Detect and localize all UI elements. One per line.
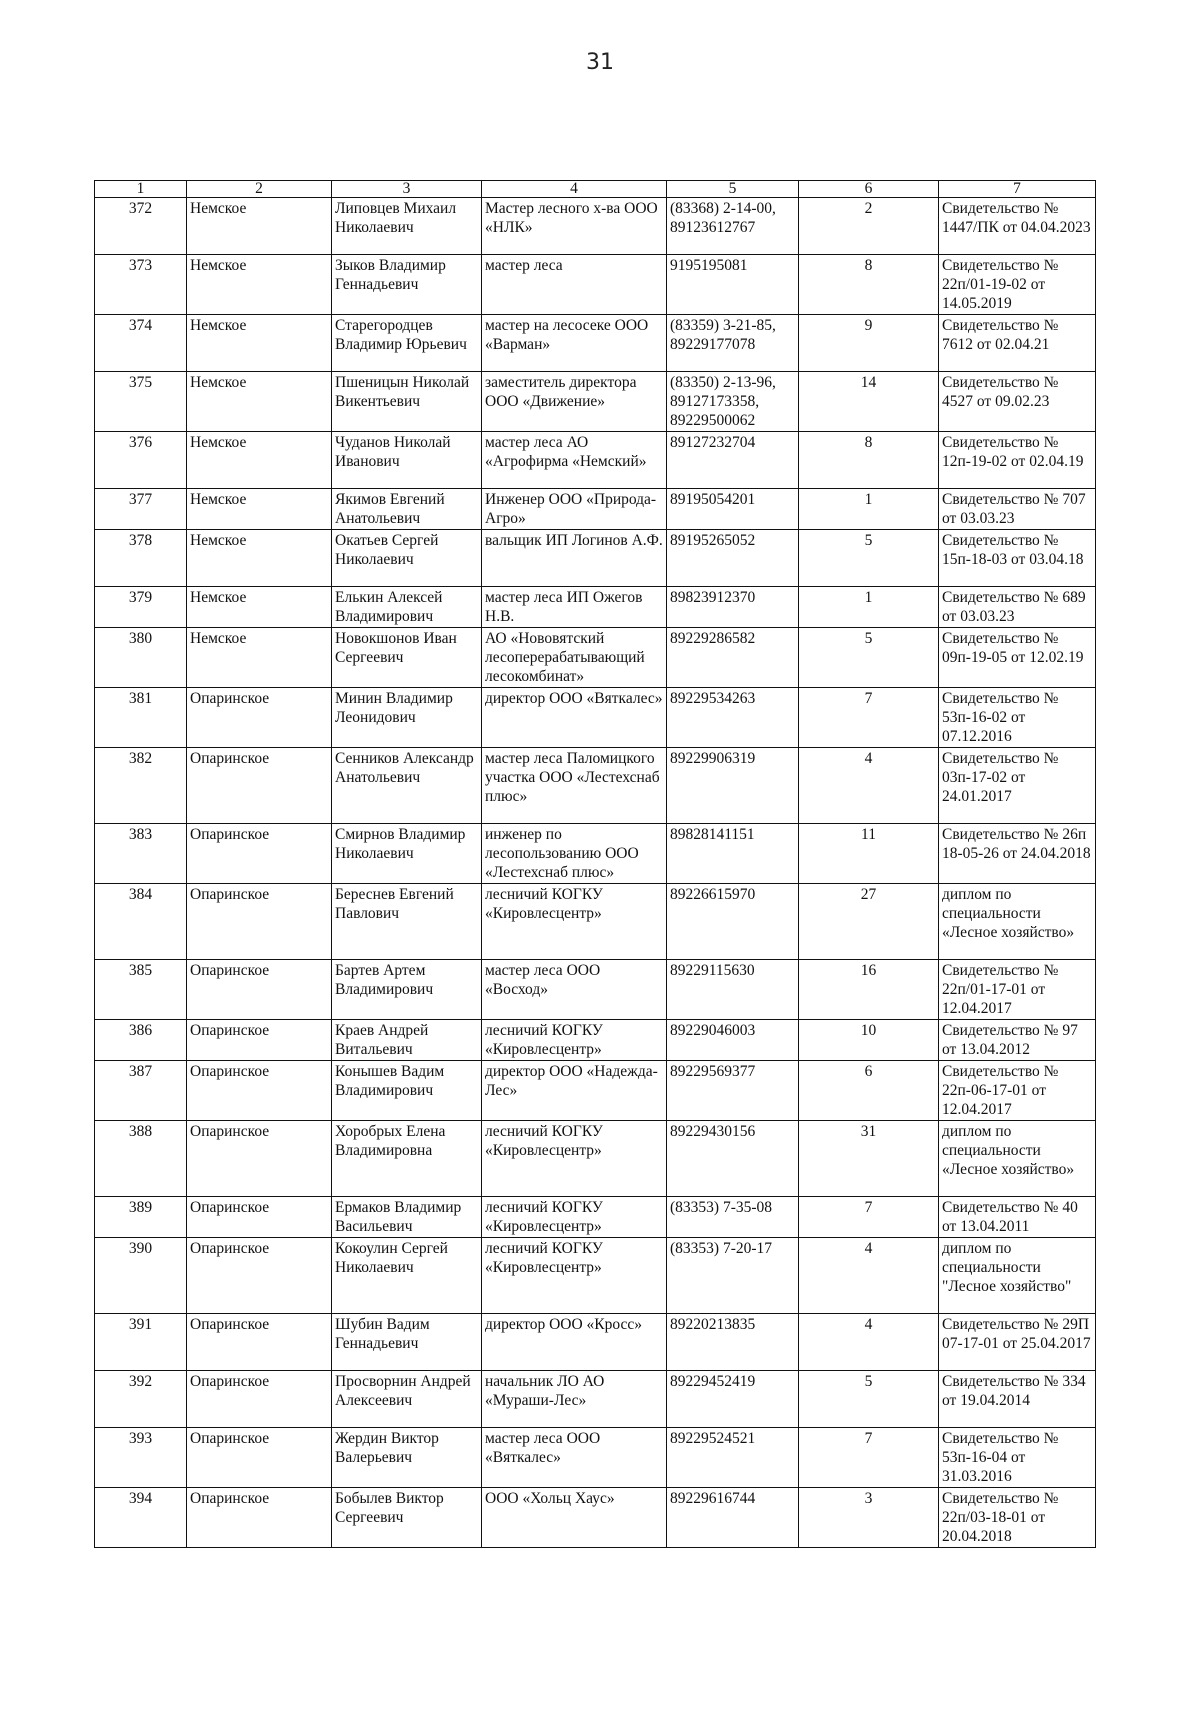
row-experience: 11 <box>799 824 939 884</box>
row-position: лесничий КОГКУ «Кировлесцентр» <box>482 1020 667 1061</box>
row-name: Окатьев Сергей Николаевич <box>332 530 482 587</box>
table-row <box>95 198 1096 255</box>
row-settlement: Опаринское <box>187 1371 332 1428</box>
row-settlement: Немское <box>187 255 332 315</box>
row-phone: 89229524521 <box>667 1428 799 1488</box>
row-number: 387 <box>95 1061 187 1121</box>
row-experience: 7 <box>799 1428 939 1488</box>
row-phone: 89229616744 <box>667 1488 799 1548</box>
row-name: Жердин Виктор Валерьевич <box>332 1428 482 1488</box>
row-experience: 1 <box>799 587 939 628</box>
table-row <box>95 1061 1096 1121</box>
row-number: 381 <box>95 688 187 748</box>
row-position: мастер леса ООО «Восход» <box>482 960 667 1020</box>
row-phone: 89195265052 <box>667 530 799 587</box>
row-document: Свидетельство № 97 от 13.04.2012 <box>939 1020 1096 1061</box>
row-number: 378 <box>95 530 187 587</box>
row-settlement: Немское <box>187 198 332 255</box>
row-settlement: Немское <box>187 372 332 432</box>
column-header-experience: 6 <box>799 181 939 198</box>
row-number: 393 <box>95 1428 187 1488</box>
row-number: 386 <box>95 1020 187 1061</box>
row-document: Свидетельство № 12п-19-02 от 02.04.19 <box>939 432 1096 489</box>
row-document: диплом по специальности "Лесное хозяйство" <box>939 1238 1096 1314</box>
row-settlement: Немское <box>187 489 332 530</box>
row-name: Чуданов Николай Иванович <box>332 432 482 489</box>
table-row <box>95 824 1096 884</box>
row-number: 394 <box>95 1488 187 1548</box>
row-name: Хоробрых Елена Владимировна <box>332 1121 482 1197</box>
row-name: Якимов Евгений Анатольевич <box>332 489 482 530</box>
row-settlement: Опаринское <box>187 960 332 1020</box>
row-position: лесничий КОГКУ «Кировлесцентр» <box>482 1238 667 1314</box>
row-settlement: Немское <box>187 530 332 587</box>
row-name: Просворнин Андрей Алексеевич <box>332 1371 482 1428</box>
row-experience: 3 <box>799 1488 939 1548</box>
row-name: Кокоулин Сергей Николаевич <box>332 1238 482 1314</box>
row-document: Свидетельство № 22п-06-17-01 от 12.04.2017 <box>939 1061 1096 1121</box>
row-position: Мастер лесного х-ва ООО «НЛК» <box>482 198 667 255</box>
table-row <box>95 315 1096 372</box>
row-phone: 89195054201 <box>667 489 799 530</box>
row-phone: (83359) 3-21-85, 89229177078 <box>667 315 799 372</box>
row-number: 380 <box>95 628 187 688</box>
row-experience: 5 <box>799 628 939 688</box>
table-row <box>95 489 1096 530</box>
row-position: начальник ЛО АО «Мураши-Лес» <box>482 1371 667 1428</box>
row-experience: 6 <box>799 1061 939 1121</box>
row-position: инженер по лесопользованию ООО «Лестехснаб плюс» <box>482 824 667 884</box>
row-document: Свидетельство № 53п-16-04 от 31.03.2016 <box>939 1428 1096 1488</box>
row-position: мастер на лесосеке ООО «Варман» <box>482 315 667 372</box>
row-document: Свидетельство № 22п/01-17-01 от 12.04.2017 <box>939 960 1096 1020</box>
table-row <box>95 1197 1096 1238</box>
row-position: ООО «Хольц Хаус» <box>482 1488 667 1548</box>
row-number: 376 <box>95 432 187 489</box>
table-row <box>95 432 1096 489</box>
row-name: Бартев Артем Владимирович <box>332 960 482 1020</box>
row-document: Свидетельство № 334 от 19.04.2014 <box>939 1371 1096 1428</box>
row-name: Зыков Владимир Геннадьевич <box>332 255 482 315</box>
row-name: Шубин Вадим Геннадьевич <box>332 1314 482 1371</box>
row-settlement: Опаринское <box>187 1197 332 1238</box>
row-experience: 5 <box>799 530 939 587</box>
row-experience: 16 <box>799 960 939 1020</box>
row-position: вальщик ИП Логинов А.Ф. <box>482 530 667 587</box>
row-number: 390 <box>95 1238 187 1314</box>
row-number: 372 <box>95 198 187 255</box>
row-document: Свидетельство № 29П 07-17-01 от 25.04.2017 <box>939 1314 1096 1371</box>
row-document: Свидетельство № 09п-19-05 от 12.02.19 <box>939 628 1096 688</box>
row-document: Свидетельство № 707 от 03.03.23 <box>939 489 1096 530</box>
row-name: Ермаков Владимир Васильевич <box>332 1197 482 1238</box>
row-name: Конышев Вадим Владимирович <box>332 1061 482 1121</box>
row-experience: 5 <box>799 1371 939 1428</box>
column-header-name: 3 <box>332 181 482 198</box>
row-document: Свидетельство № 03п-17-02 от 24.01.2017 <box>939 748 1096 824</box>
row-name: Сенников Александр Анатольевич <box>332 748 482 824</box>
table-row <box>95 884 1096 960</box>
row-number: 384 <box>95 884 187 960</box>
row-number: 388 <box>95 1121 187 1197</box>
row-phone: (83350) 2-13-96, 89127173358, 89229500062 <box>667 372 799 432</box>
table-row <box>95 530 1096 587</box>
row-document: диплом по специальности «Лесное хозяйство» <box>939 884 1096 960</box>
row-number: 392 <box>95 1371 187 1428</box>
row-document: диплом по специальности «Лесное хозяйство» <box>939 1121 1096 1197</box>
row-phone: 89828141151 <box>667 824 799 884</box>
row-experience: 14 <box>799 372 939 432</box>
table-row <box>95 628 1096 688</box>
row-settlement: Опаринское <box>187 1121 332 1197</box>
row-settlement: Опаринское <box>187 1314 332 1371</box>
row-number: 379 <box>95 587 187 628</box>
row-phone: 89229430156 <box>667 1121 799 1197</box>
table-row <box>95 1121 1096 1197</box>
row-position: мастер леса АО «Агрофирма «Немский» <box>482 432 667 489</box>
row-settlement: Опаринское <box>187 884 332 960</box>
row-name: Краев Андрей Витальевич <box>332 1020 482 1061</box>
row-document: Свидетельство № 15п-18-03 от 03.04.18 <box>939 530 1096 587</box>
row-experience: 4 <box>799 1238 939 1314</box>
row-number: 375 <box>95 372 187 432</box>
row-number: 383 <box>95 824 187 884</box>
row-phone: 9195195081 <box>667 255 799 315</box>
row-experience: 4 <box>799 1314 939 1371</box>
row-name: Береснев Евгений Павлович <box>332 884 482 960</box>
row-position: мастер леса ИП Ожегов Н.В. <box>482 587 667 628</box>
column-header-position: 4 <box>482 181 667 198</box>
column-header-settlement: 2 <box>187 181 332 198</box>
row-phone: (83368) 2-14-00, 89123612767 <box>667 198 799 255</box>
row-name: Смирнов Владимир Николаевич <box>332 824 482 884</box>
row-settlement: Опаринское <box>187 824 332 884</box>
row-settlement: Опаринское <box>187 1488 332 1548</box>
row-phone: 89823912370 <box>667 587 799 628</box>
row-name: Минин Владимир Леонидович <box>332 688 482 748</box>
row-number: 374 <box>95 315 187 372</box>
column-header-document: 7 <box>939 181 1096 198</box>
row-experience: 8 <box>799 255 939 315</box>
row-document: Свидетельство № 7612 от 02.04.21 <box>939 315 1096 372</box>
table-row <box>95 960 1096 1020</box>
row-settlement: Немское <box>187 587 332 628</box>
row-settlement: Опаринское <box>187 748 332 824</box>
row-name: Новокшонов Иван Сергеевич <box>332 628 482 688</box>
row-position: мастер леса Паломицкого участка ООО «Лестехснаб плюс» <box>482 748 667 824</box>
row-experience: 10 <box>799 1020 939 1061</box>
row-position: лесничий КОГКУ «Кировлесцентр» <box>482 1121 667 1197</box>
table-row <box>95 1020 1096 1061</box>
table-row <box>95 688 1096 748</box>
table-row <box>95 748 1096 824</box>
row-phone: 89229115630 <box>667 960 799 1020</box>
row-number: 391 <box>95 1314 187 1371</box>
row-settlement: Немское <box>187 628 332 688</box>
row-number: 377 <box>95 489 187 530</box>
row-document: Свидетельство № 40 от 13.04.2011 <box>939 1197 1096 1238</box>
row-phone: 89220213835 <box>667 1314 799 1371</box>
row-position: лесничий КОГКУ «Кировлесцентр» <box>482 1197 667 1238</box>
row-document: Свидетельство № 689 от 03.03.23 <box>939 587 1096 628</box>
row-experience: 31 <box>799 1121 939 1197</box>
table-row <box>95 1371 1096 1428</box>
row-phone: (83353) 7-20-17 <box>667 1238 799 1314</box>
row-phone: 89229906319 <box>667 748 799 824</box>
row-document: Свидетельство № 53п-16-02 от 07.12.2016 <box>939 688 1096 748</box>
row-settlement: Опаринское <box>187 1061 332 1121</box>
row-name: Старегородцев Владимир Юрьевич <box>332 315 482 372</box>
row-phone: 89229286582 <box>667 628 799 688</box>
row-phone: 89127232704 <box>667 432 799 489</box>
row-position: Инженер ООО «Природа-Агро» <box>482 489 667 530</box>
row-position: АО «Нововятский лесоперерабатывающий лесокомбинат» <box>482 628 667 688</box>
row-position: мастер леса <box>482 255 667 315</box>
table-row <box>95 1238 1096 1314</box>
row-number: 389 <box>95 1197 187 1238</box>
row-settlement: Опаринское <box>187 1020 332 1061</box>
row-number: 382 <box>95 748 187 824</box>
row-experience: 7 <box>799 1197 939 1238</box>
row-experience: 27 <box>799 884 939 960</box>
row-position: директор ООО «Надежда-Лес» <box>482 1061 667 1121</box>
table-row <box>95 1488 1096 1548</box>
row-document: Свидетельство № 4527 от 09.02.23 <box>939 372 1096 432</box>
column-header-phone: 5 <box>667 181 799 198</box>
table-row <box>95 255 1096 315</box>
row-experience: 9 <box>799 315 939 372</box>
page-number: 31 <box>586 50 614 75</box>
row-settlement: Немское <box>187 315 332 372</box>
table-row <box>95 587 1096 628</box>
row-document: Свидетельство № 26п 18-05-26 от 24.04.2018 <box>939 824 1096 884</box>
row-phone: 89229046003 <box>667 1020 799 1061</box>
table-row <box>95 372 1096 432</box>
row-position: заместитель директора ООО «Движение» <box>482 372 667 432</box>
row-experience: 2 <box>799 198 939 255</box>
row-settlement: Опаринское <box>187 1428 332 1488</box>
row-number: 373 <box>95 255 187 315</box>
row-position: директор ООО «Кросс» <box>482 1314 667 1371</box>
row-phone: 89229569377 <box>667 1061 799 1121</box>
row-position: лесничий КОГКУ «Кировлесцентр» <box>482 884 667 960</box>
row-experience: 8 <box>799 432 939 489</box>
row-name: Бобылев Виктор Сергеевич <box>332 1488 482 1548</box>
column-header-number: 1 <box>95 181 187 198</box>
row-phone: 89229534263 <box>667 688 799 748</box>
row-phone: 89229452419 <box>667 1371 799 1428</box>
row-experience: 4 <box>799 748 939 824</box>
row-settlement: Немское <box>187 432 332 489</box>
row-document: Свидетельство № 1447/ПК от 04.04.2023 <box>939 198 1096 255</box>
row-phone: 89226615970 <box>667 884 799 960</box>
registry-table <box>94 180 1096 1548</box>
table-row <box>95 1428 1096 1488</box>
row-position: директор ООО «Вяткалес» <box>482 688 667 748</box>
row-document: Свидетельство № 22п/03-18-01 от 20.04.2018 <box>939 1488 1096 1548</box>
row-document: Свидетельство № 22п/01-19-02 от 14.05.2019 <box>939 255 1096 315</box>
row-phone: (83353) 7-35-08 <box>667 1197 799 1238</box>
row-name: Елькин Алексей Владимирович <box>332 587 482 628</box>
table-body <box>95 198 1096 1548</box>
row-experience: 1 <box>799 489 939 530</box>
row-name: Пшеницын Николай Викентьевич <box>332 372 482 432</box>
row-settlement: Опаринское <box>187 688 332 748</box>
row-experience: 7 <box>799 688 939 748</box>
row-number: 385 <box>95 960 187 1020</box>
header-row <box>95 181 1096 198</box>
row-settlement: Опаринское <box>187 1238 332 1314</box>
row-name: Липовцев Михаил Николаевич <box>332 198 482 255</box>
row-position: мастер леса ООО «Вяткалес» <box>482 1428 667 1488</box>
table-row <box>95 1314 1096 1371</box>
